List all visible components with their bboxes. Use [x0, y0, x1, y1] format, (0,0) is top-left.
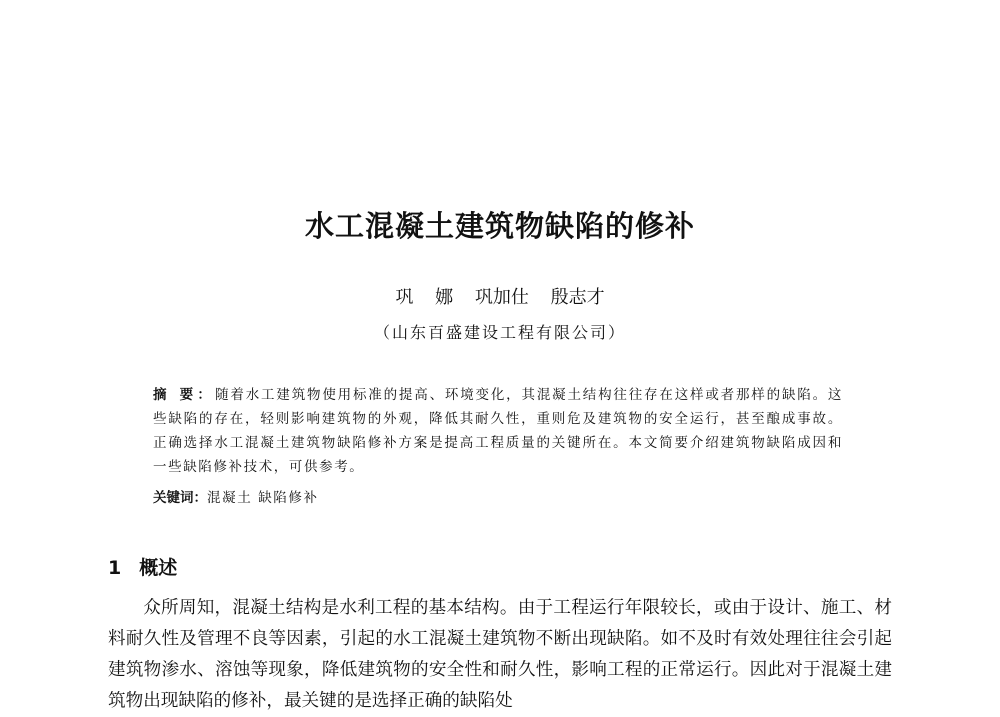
section-number: 1	[108, 557, 122, 579]
keywords-label: 关键词：	[153, 490, 207, 506]
body-paragraph: 众所周知，混凝土结构是水利工程的基本结构。由于工程运行年限较长，或由于设计、施工、材料耐久性及管理不良等因素，引起的水工混凝土建筑物不断出现缺陷。如不及时有效处理往往会引起建筑物渗水、溶蚀等现象，降低建筑物的安全性和耐久性，影响工程的正常运行。因此对于混凝土建筑物出现缺陷的修补，最关键的是选择正确的缺陷处	[108, 598, 892, 711]
paper-title: 水工混凝土建筑物缺陷的修补	[304, 209, 695, 243]
author-affiliation: （山东百盛建设工程有限公司）	[373, 323, 626, 342]
abstract-text: 随着水工建筑物使用标准的提高、环境变化，其混凝土结构往往存在这样或者那样的缺陷。这些缺陷的存在，轻则影响建筑物的外观，降低其耐久性，重则危及建筑物的安全运行，甚至酿成事故。正确选择水工混凝土建筑物缺陷修补方案是提高工程质量的关键所在。本文简要介绍建筑物缺陷成因和一些缺陷修补技术，可供参考。	[153, 387, 843, 475]
keywords-text: 混凝土 缺陷修补	[207, 490, 319, 506]
section-title: 概述	[139, 557, 178, 579]
section-heading	[108, 553, 177, 580]
abstract-block	[153, 383, 843, 479]
author-list: 巩 娜 巩加仕 殷志才	[395, 287, 605, 308]
abstract-label: 摘 要：	[153, 387, 216, 403]
keywords-block	[153, 486, 843, 510]
